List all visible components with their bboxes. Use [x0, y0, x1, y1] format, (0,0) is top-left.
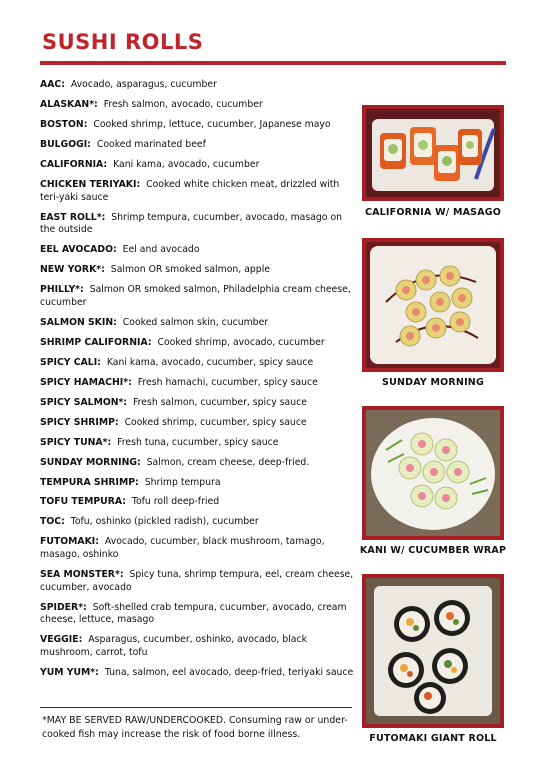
menu-item [40, 602, 354, 627]
futomaki-image [366, 578, 500, 724]
item-name: SPICY CALI: [40, 356, 101, 368]
item-name: YUM YUM*: [40, 666, 99, 678]
item-desc: Salmon, cream cheese, deep-fried. [146, 456, 310, 468]
california-roll-photo [362, 105, 504, 201]
california-roll-image [366, 109, 500, 197]
menu-item [40, 264, 354, 277]
menu-item [40, 337, 354, 350]
item-name: SPIDER*: [40, 601, 87, 613]
item-name: TEMPURA SHRIMP: [40, 476, 139, 488]
item-desc: Avocado, asparagus, cucumber [70, 79, 217, 90]
item-name: SUNDAY MORNING: [40, 456, 141, 468]
item-desc: Avocado, cucumber, black mushroom, tamago, masago, oshinko [40, 536, 325, 561]
footnote: *MAY BE SERVED RAW/UNDERCOOKED. Consuming raw or under-cooked fish may increase the risk of food borne illness. [42, 715, 348, 740]
item-desc: Fresh salmon, cucumber, spicy sauce [133, 396, 307, 408]
photo-caption: KANI W/ CUCUMBER WRAP [359, 545, 507, 556]
item-desc: Fresh hamachi, cucumber, spicy sauce [137, 376, 318, 388]
menu-item [40, 317, 354, 330]
item-desc: Salmon OR smoked salmon, Philadelphia cream cheese, cucumber [40, 284, 351, 308]
menu-item [40, 179, 354, 204]
menu-item [40, 79, 354, 92]
kani-cucumber-roll-photo [362, 406, 504, 540]
item-desc: Soft-shelled crab tempura, cucumber, avocado, cream cheese, lettuce, masago [40, 601, 347, 626]
item-desc: Cooked white chicken meat, drizzled with teri-yaki sauce [40, 178, 340, 203]
item-desc: Cooked salmon skin, cucumber [122, 316, 269, 328]
menu-item [40, 284, 354, 309]
title-divider [40, 61, 506, 65]
kani-cucumber-image [366, 410, 500, 536]
item-desc: Salmon OR smoked salmon, apple [110, 264, 270, 276]
item-name: BULGOGI: [40, 138, 91, 150]
item-name: TOC: [40, 516, 65, 528]
photo-caption: CALIFORNIA W/ MASAGO [364, 207, 502, 218]
sunday-morning-image [366, 242, 500, 368]
item-name: FUTOMAKI: [40, 536, 99, 548]
item-name: TOFU TEMPURA: [40, 496, 126, 508]
menu-item [40, 569, 354, 594]
item-name: VEGGIE: [40, 634, 83, 646]
item-name: NEW YORK*: [40, 264, 105, 276]
menu-item [40, 159, 354, 172]
item-name: BOSTON: [40, 118, 88, 130]
item-desc: Asparagus, cucumber, oshinko, avocado, black mushroom, carrot, tofu [40, 634, 307, 658]
menu-item [40, 437, 354, 450]
item-name: CHICKEN TERIYAKI: [40, 178, 141, 190]
menu-item [40, 634, 354, 659]
item-desc: Cooked shrimp, cucumber, spicy sauce [124, 416, 307, 428]
footnote-divider [40, 707, 352, 708]
menu-item [40, 667, 354, 680]
item-desc: Tofu, oshinko (pickled radish), cucumber [70, 516, 259, 528]
item-name: SPICY TUNA*: [40, 436, 112, 448]
item-desc: Cooked marinated beef [96, 138, 206, 150]
menu-item [40, 139, 354, 152]
item-desc: Tuna, salmon, eel avocado, deep-fried, teriyaki sauce [104, 666, 354, 678]
sunday-morning-roll-photo [362, 238, 504, 372]
menu-item [40, 496, 354, 509]
item-desc: Cooked shrimp, lettuce, cucumber, Japanese mayo [93, 118, 331, 130]
menu-item [40, 397, 354, 410]
menu-item [40, 357, 354, 370]
item-name: AAC: [40, 79, 65, 90]
item-name: SALMON SKIN: [40, 316, 117, 328]
item-name: SPICY SHRIMP: [40, 416, 119, 428]
menu-item [40, 417, 354, 430]
item-name: SEA MONSTER*: [40, 569, 124, 581]
menu-item [40, 119, 354, 132]
menu-item [40, 516, 354, 529]
item-desc: Shrimp tempura [144, 476, 221, 488]
item-desc: Tofu roll deep-fried [131, 496, 220, 508]
item-desc: Shrimp tempura, cucumber, avocado, masago on the outside [40, 211, 343, 236]
menu-item [40, 212, 354, 237]
item-name: EEL AVOCADO: [40, 244, 117, 256]
item-name: SPICY SALMON*: [40, 396, 128, 408]
item-desc: Fresh tuna, cucumber, spicy sauce [117, 436, 279, 448]
menu-item [40, 244, 354, 257]
menu-list [40, 79, 354, 687]
photo-caption: FUTOMAKI GIANT ROLL [369, 733, 497, 744]
menu-item [40, 477, 354, 490]
item-desc: Eel and avocado [122, 244, 200, 256]
menu-item [40, 377, 354, 390]
item-desc: Fresh salmon, avocado, cucumber [103, 98, 263, 110]
item-name: ALASKAN*: [40, 98, 98, 110]
item-desc: Spicy tuna, shrimp tempura, eel, cream cheese, cucumber, avocado [40, 569, 354, 593]
photo-caption: SUNDAY MORNING [382, 377, 484, 388]
item-desc: Kani kama, avocado, cucumber, spicy sauce [106, 356, 314, 368]
menu-item [40, 99, 354, 112]
item-name: SPICY HAMACHI*: [40, 376, 132, 388]
item-name: CALIFORNIA: [40, 158, 108, 170]
page-title: SUSHI ROLLS [42, 30, 204, 54]
item-desc: Kani kama, avocado, cucumber [113, 158, 260, 170]
item-name: PHILLY*: [40, 284, 84, 296]
menu-item [40, 536, 354, 561]
futomaki-roll-photo [362, 574, 504, 728]
item-desc: Cooked shrimp, avocado, cucumber [157, 336, 325, 348]
menu-item [40, 457, 354, 470]
item-name: EAST ROLL*: [40, 211, 106, 223]
item-name: SHRIMP CALIFORNIA: [40, 336, 152, 348]
